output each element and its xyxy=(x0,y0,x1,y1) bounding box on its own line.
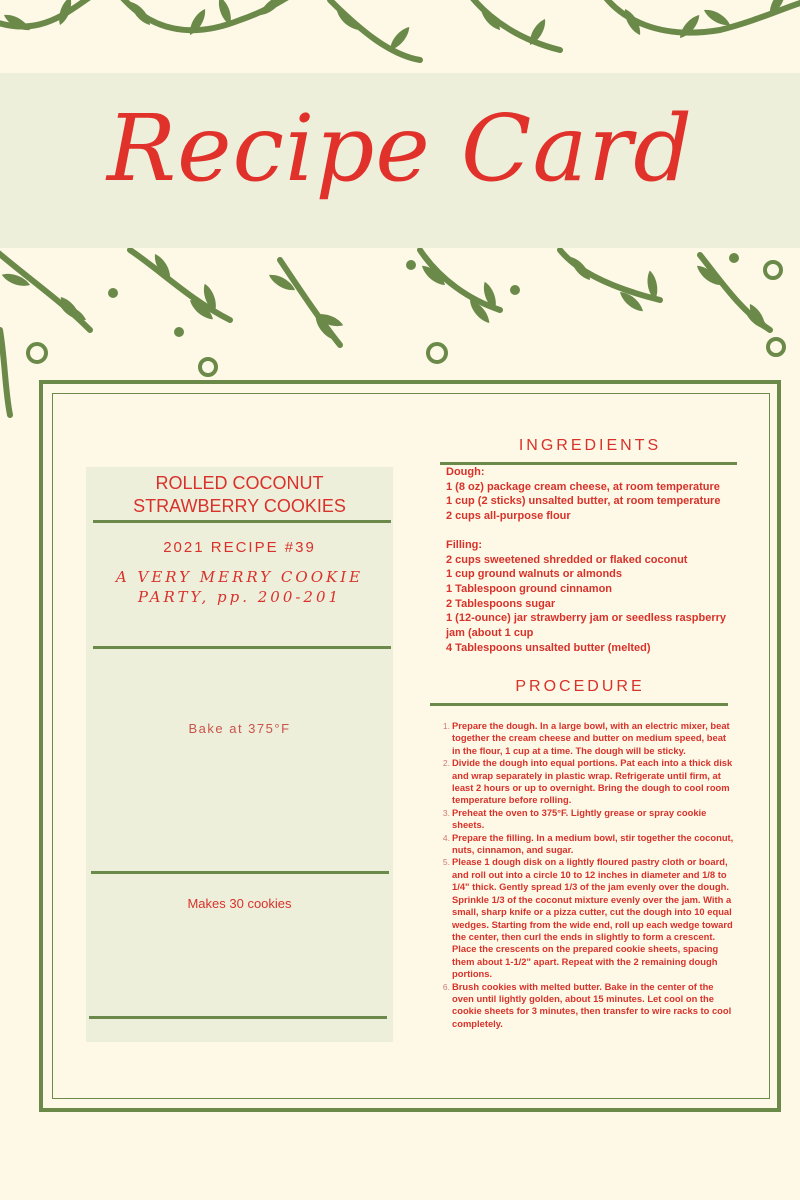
divider xyxy=(430,703,728,706)
list-item: 2 cups all-purpose flour xyxy=(446,510,571,523)
list-item: 1 (8 oz) package cream cheese, at room temperature xyxy=(446,480,720,493)
step-number: 5. xyxy=(442,857,450,868)
divider xyxy=(91,871,389,874)
recipe-source xyxy=(86,567,393,607)
list-item: 2 Tablespoons sugar xyxy=(446,597,556,610)
recipe-source-line2: PARTY, pp. 200-201 xyxy=(137,588,342,606)
ingredients-heading: INGREDIENTS xyxy=(518,437,662,454)
recipe-yield: Makes 30 cookies xyxy=(187,896,292,911)
step-number: 1. xyxy=(442,721,450,731)
step-text: Brush cookies with melted butter. Bake in the center of the oven until lightly golden, about 15 minutes. Let cool on the cookie sheets for 3 minutes, then transfer to wire racks to cool completely. xyxy=(452,980,732,1029)
procedure-heading: PROCEDURE xyxy=(515,678,645,695)
list-item: 1 cup (2 sticks) unsalted butter, at room temperature xyxy=(446,495,721,508)
page-title: Recipe Card xyxy=(106,95,694,202)
procedure-list xyxy=(434,720,734,1030)
step-text: Preheat the oven to 375°F. Lightly grease or spray cookie sheets. xyxy=(452,806,707,831)
procedure-step xyxy=(434,832,734,857)
dough-label: Dough: xyxy=(446,466,485,478)
divider xyxy=(89,1016,387,1019)
procedure-step xyxy=(434,807,734,832)
step-text: Please 1 dough disk on a lightly floured pastry cloth or board, and roll out into a circle 10 to 12 inches in diameter and 1/8 to 1/4" thick. Gently spread 1/3 of the jam evenly over the dough. Sprinkle 1/3 of the coconut mixture evenly over the jam. With a small, sharp knife or a pizza cutter, cut the dough into 10 equal wedges. Starting from the wide end, roll up each wedge toward the center, then curl the ends in slightly to form a crescent. Place the crescents on the prepared cookie sheets, spacing them about 1-1/2" apart. Repeat with the 2 remaining dough portions. xyxy=(452,856,733,980)
recipe-title-line2: STRAWBERRY COOKIES xyxy=(133,496,346,516)
recipe-title xyxy=(86,472,393,518)
procedure-step xyxy=(434,981,734,1031)
step-text: Prepare the dough. In a large bowl, with an electric mixer, beat together the cream cheese and butter on medium speed, beat in the flour, 1 cup at a time. The dough will be sticky. xyxy=(452,720,730,756)
step-text: Divide the dough into equal portions. Pat each into a thick disk and wrap separately in plastic wrap. Refrigerate until firm, at least 2 hours or up to overnight. Bring the dough to cool room temperature before rolling. xyxy=(452,757,733,806)
list-item: 4 Tablespoons unsalted butter (melted) xyxy=(446,641,651,654)
ingredients-list xyxy=(446,465,746,655)
list-item: 1 Tablespoon ground cinnamon xyxy=(446,582,613,595)
divider xyxy=(93,646,391,649)
divider xyxy=(93,520,391,523)
recipe-title-line1: ROLLED COCONUT xyxy=(155,473,324,493)
list-item: 1 (12-ounce) jar strawberry jam or seedless raspberry jam (about 1 cup xyxy=(446,612,727,640)
bake-temperature: Bake at 375°F xyxy=(188,721,291,736)
step-text: Prepare the filling. In a medium bowl, stir together the coconut, nuts, cinnamon, and sugar. xyxy=(452,831,734,856)
step-number: 3. xyxy=(442,807,450,818)
list-item: 1 cup ground walnuts or almonds xyxy=(446,568,623,581)
filling-label: Filling: xyxy=(446,538,483,551)
list-item: 2 cups sweetened shredded or flaked coconut xyxy=(446,553,688,566)
recipe-number: 2021 RECIPE #39 xyxy=(163,539,316,556)
step-number: 6. xyxy=(442,981,450,992)
procedure-step xyxy=(434,757,734,807)
recipe-source-line1: A VERY MERRY COOKIE xyxy=(115,568,364,586)
procedure-step xyxy=(434,856,734,980)
step-number: 2. xyxy=(442,758,450,769)
procedure-step xyxy=(434,720,734,757)
step-number: 4. xyxy=(442,832,450,843)
